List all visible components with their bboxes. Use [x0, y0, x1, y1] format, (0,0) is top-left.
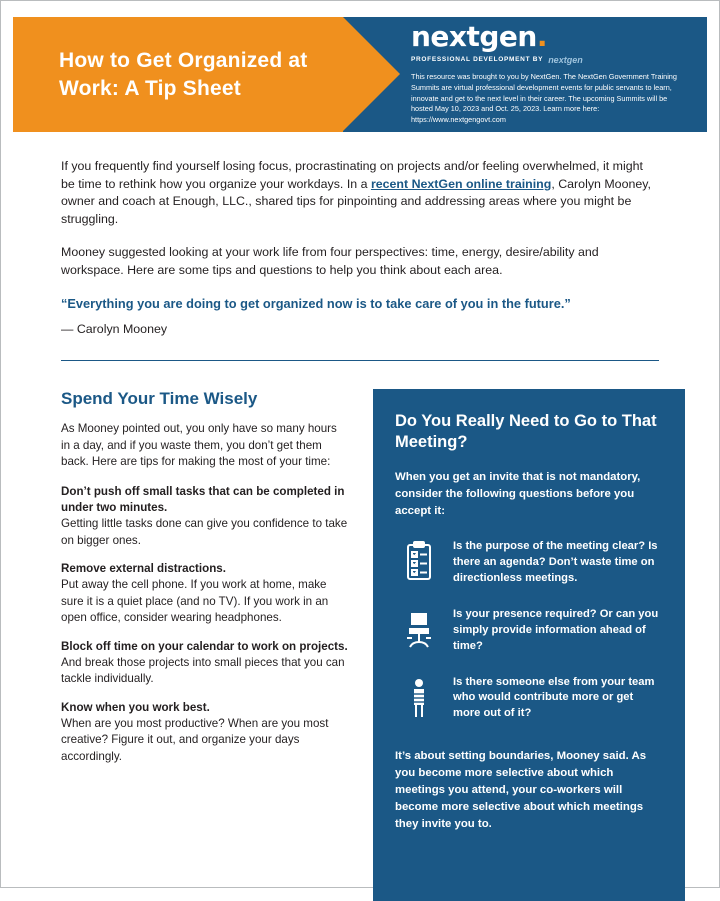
logo-tagline-row	[411, 55, 583, 65]
callout-question-text: Is there someone else from your team who would contribute more or get more out of it?	[453, 675, 655, 720]
tip-item	[61, 484, 349, 549]
left-column-heading: Spend Your Time Wisely	[61, 389, 258, 409]
pull-quote: “Everything you are doing to get organized now is to take care of you in the future.”	[61, 295, 571, 311]
intro-p1-before: If you frequently find yourself losing focus, procrastinating on projects and/or feeling overwhelmed, it might be time to rethink how you organize your workdays. In a	[61, 159, 643, 191]
page-title: How to Get Organized at Work: A Tip Sheet	[59, 48, 308, 100]
content-columns	[13, 361, 707, 901]
tip-item	[61, 700, 349, 766]
person-icon	[399, 675, 439, 719]
callout-footer: It’s about setting boundaries, Mooney said. As you become more selective about which meetings you attend, your co-workers will become more selective about which meetings they invite you to.	[395, 750, 647, 830]
meeting-callout-box	[373, 389, 685, 901]
intro-paragraph-1	[61, 158, 659, 228]
tip-body: When are you most productive? When are you most creative? Figure it out, and organize your days accordingly.	[61, 716, 329, 763]
clipboard-checklist-icon	[399, 539, 439, 583]
header-title-band	[13, 17, 343, 132]
logo-tagline: PROFESSIONAL DEVELOPMENT BY	[411, 56, 544, 64]
callout-question-text: Is your presence required? Or can you simply provide information ahead of time?	[453, 607, 659, 652]
tip-item	[61, 639, 349, 688]
intro-p1-after: , Carolyn Mooney, owner and coach at Enough, LLC., shared tips for pinpointing and addressing areas where you might be struggling.	[61, 176, 651, 226]
logo-wordmark	[411, 19, 547, 53]
header-blurb: This resource was brought to you by NextGen. The NextGen Government Training Summits are virtual professional development events for public servants to learn, innovate and get to the next level in their career. The upcoming Summits will be hosted May 10, 2023 and Oct. 25, 2023. Learn more here: https://www.nextgengovt.com	[411, 71, 677, 125]
quote-attribution: — Carolyn Mooney	[61, 321, 168, 336]
nextgen-logo	[411, 19, 691, 65]
tip-item	[61, 561, 349, 627]
logo-accent-dot: .	[536, 19, 547, 53]
logo-wordmark-text: nextgen	[411, 19, 537, 53]
document-header	[13, 17, 707, 132]
left-column-intro: As Mooney pointed out, you only have so many hours in a day, and if you waste them, you don’t get them back. Here are tips for making the most of your time:	[61, 422, 337, 469]
office-chair-icon	[399, 607, 439, 651]
callout-question	[395, 539, 663, 587]
nextgen-training-link[interactable]: recent NextGen online training	[370, 176, 552, 191]
intro-paragraph-2: Mooney suggested looking at your work life from four perspectives: time, energy, desire/ability and workspace. Here are some tips and questions to help you think about each area.	[61, 245, 599, 278]
tip-heading: Block off time on your calendar to work on projects.	[61, 639, 348, 653]
callout-heading: Do You Really Need to Go to That Meeting?	[395, 412, 657, 452]
tip-body: And break those projects into small pieces that you can tackle individually.	[61, 655, 345, 686]
callout-question-text: Is the purpose of the meeting clear? Is there an agenda? Don’t waste time on directionless meetings.	[453, 540, 658, 584]
tip-body: Getting little tasks done can give you confidence to take on bigger ones.	[61, 517, 348, 547]
callout-question	[395, 675, 663, 723]
tip-body: Put away the cell phone. If you work at home, make sure it is a quiet place (and no TV). If you work in an open office, consider wearing headphones.	[61, 578, 329, 625]
tip-heading: Remove external distractions.	[61, 561, 226, 575]
tip-heading: Know when you work best.	[61, 700, 210, 714]
left-column	[61, 389, 349, 901]
logo-secondary-mark: nextgen	[548, 54, 583, 65]
right-column	[373, 389, 685, 901]
tip-heading: Don’t push off small tasks that can be completed in under two minutes.	[61, 484, 345, 514]
callout-intro: When you get an invite that is not mandatory, consider the following questions before you accept it:	[395, 471, 641, 517]
intro-section	[13, 132, 707, 361]
callout-question	[395, 607, 663, 655]
